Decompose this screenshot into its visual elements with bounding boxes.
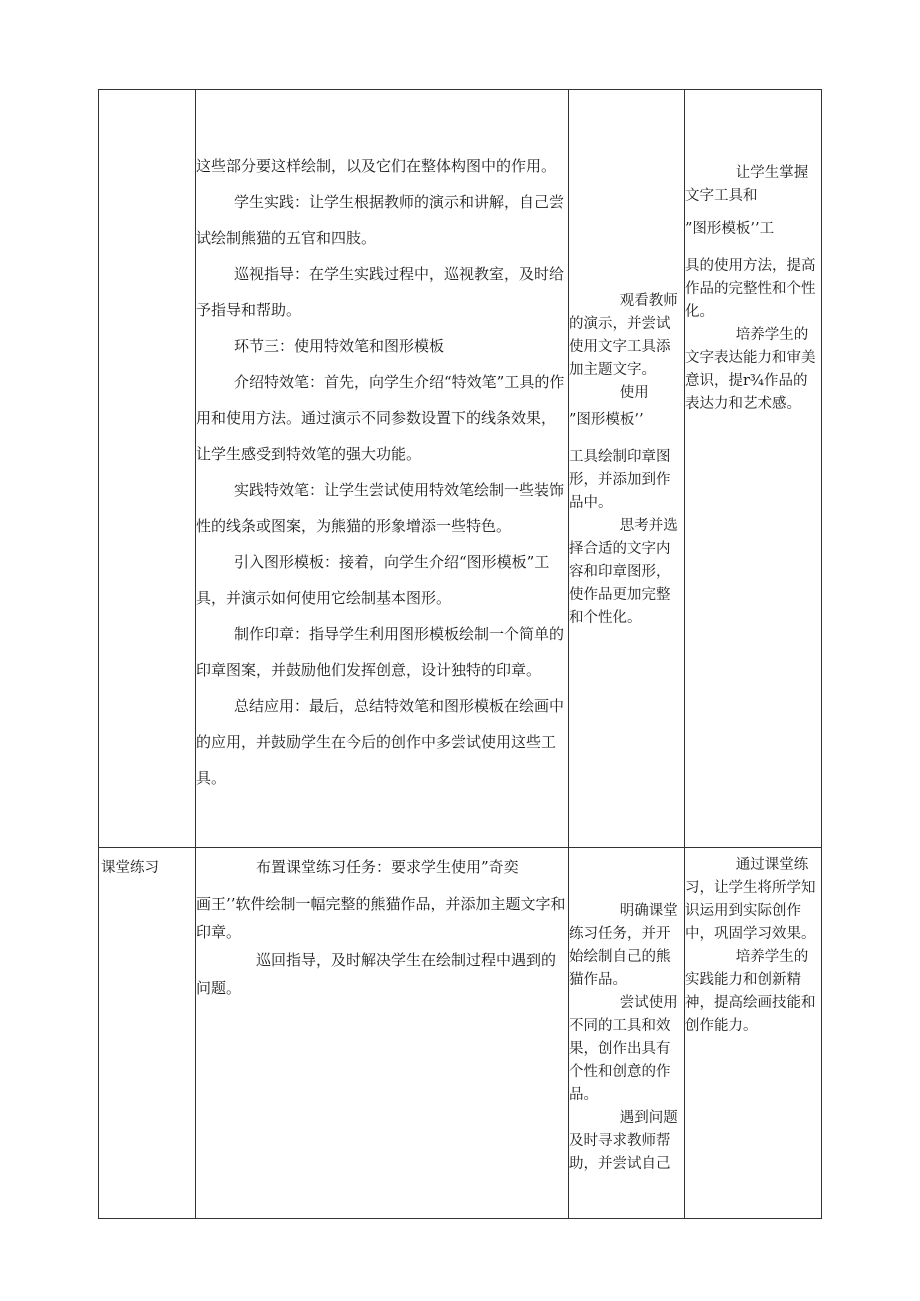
activity-paragraph: 制作印章：指导学生利用图形模板绘制一个简单的印章图案，并鼓励他们发挥创意，设计独特的印章。 — [196, 625, 565, 679]
activity-section-title: 环节三：使用特效笔和图形模板 — [234, 337, 445, 355]
intent-paragraph: 培养学生的实践能力和创新精神，提高绘画技能和创作能力。 — [685, 949, 816, 1034]
activity-paragraph: 学生实践：让学生根据教师的演示和讲解，自己尝试绘制熊猫的五官和四肢。 — [196, 193, 565, 247]
teacher-activity-cell — [196, 90, 569, 848]
activity-paragraph: 巡回指导，及时解决学生在绘制过程中遇到的问题。 — [196, 951, 557, 997]
activity-paragraph: 画王’’软件绘制一幅完整的熊猫作品，并添加主题文字和印章。 — [196, 895, 566, 941]
activity-paragraph: 介绍特效笔：首先，向学生介绍“特效笔”工具的作用和使用方法。通过演示不同参数设置下的线条效果，让学生感受到特效笔的强大功能。 — [196, 373, 565, 463]
activity-paragraph: 布置课堂练习任务：要求学生使用”奇奕 — [256, 858, 519, 876]
intent-paragraph: 培养学生的文字表达能力和审美意识，提r¾作品的表达力和艺术感。 — [685, 327, 816, 412]
activity-paragraph: 巡视指导：在学生实践过程中，巡视教室，及时给予指导和帮助。 — [196, 265, 565, 319]
student-paragraph: 遇到问题及时寻求教师帮助，并尝试自己 — [569, 1110, 678, 1172]
lesson-plan-table — [98, 89, 822, 1219]
intent-paragraph: ”图形模板’’工 — [685, 221, 775, 237]
student-paragraph: ”图形模板’’ — [569, 412, 644, 428]
teacher-activity-cell — [196, 848, 569, 1219]
activity-paragraph: 总结应用：最后，总结特效笔和图形模板在绘画中的应用，并鼓励学生在今后的创作中多尝试使用这些工具。 — [196, 697, 565, 787]
activity-paragraph: 实践特效笔：让学生尝试使用特效笔绘制一些装饰性的线条或图案，为熊猫的形象增添一些特色。 — [196, 481, 565, 535]
student-paragraph: 明确课堂练习任务，并开始绘制自己的熊猫作品。 — [569, 903, 678, 988]
table-row — [99, 90, 822, 848]
intent-paragraph: 让学生掌握文字工具和 — [685, 165, 809, 204]
student-paragraph: 尝试使用不同的工具和效果，创作出具有个性和创意的作品。 — [569, 995, 678, 1103]
student-paragraph: 观看教师的演示，并尝试使用文字工具添加主题文字。 — [569, 293, 678, 378]
row-label — [99, 90, 195, 99]
row-label-cell — [99, 90, 196, 848]
student-activity-cell — [569, 90, 685, 848]
table-row — [99, 848, 822, 1219]
student-paragraph: 使用 — [619, 385, 649, 401]
row-label-cell — [99, 848, 196, 1219]
student-paragraph: 思考并选择合适的文字内容和印章图形，使作品更加完整和个性化。 — [569, 518, 678, 626]
intent-paragraph: 通过课堂练习，让学生将所学知识运用到实际创作中，巩固学习效果。 — [685, 857, 816, 942]
design-intent-cell — [685, 848, 822, 1219]
student-paragraph: 工具绘制印章图形，并添加到作品中。 — [569, 449, 671, 511]
activity-paragraph: 引入图形模板：接着，向学生介绍“图形模板”工具，并演示如何使用它绘制基本图形。 — [196, 553, 550, 607]
activity-paragraph: 这些部分要这样绘制，以及它们在整体构图中的作用。 — [196, 157, 557, 175]
student-activity-cell — [569, 848, 685, 1219]
design-intent-cell — [685, 90, 822, 848]
row-label: 课堂练习 — [101, 860, 159, 876]
intent-paragraph: 具的使用方法，提高作品的完整性和个性化。 — [685, 258, 816, 320]
